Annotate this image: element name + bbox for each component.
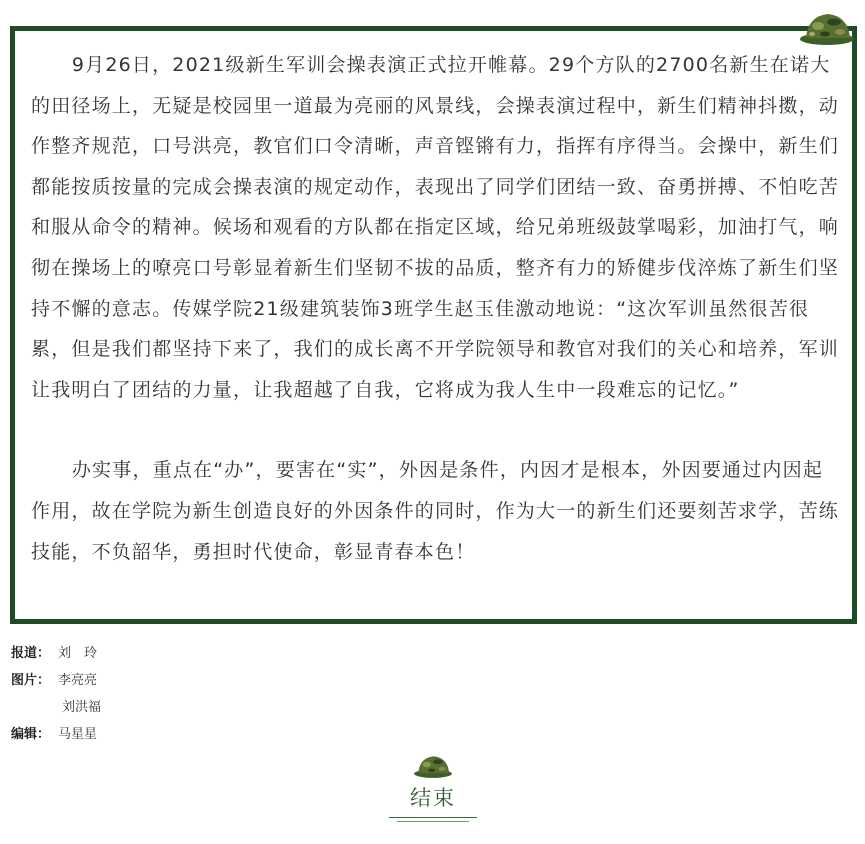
article-paragraph-1: 9月26日，2021级新生军训会操表演正式拉开帷幕。29个方队的2700名新生在诺大的田径场上，无疑是校园里一道最为亮丽的风景线，会操表演过程中，新生们精神抖擞，动作整齐规范，口号洪亮，教官们口令清晰，声音铿锵有力，指挥有序得当。会操中，新生们都能按质按量的完成会操表演的规定动作，表现出了同学们团结一致、奋勇拼搏、不怕吃苦和服从命令的精神。候场和观看的方队都在指定区域，给兄弟班级鼓掌喝彩，加油打气，响彻在操场上的嘹亮口号彰显着新生们坚韧不拔的品质，整齐有力的矫健步伐淬炼了新生们坚持不懈的意志。传媒学院21级建筑装饰3班学生赵玉佳激动地说：“这次军训虽然很苦很累，但是我们都坚持下来了，我们的成长离不开学院领导和教官对我们的关心和培养，军训让我明白了团结的力量，让我超越了自我，它将成为我人生中一段难忘的记忆。” <box>31 54 840 401</box>
camo-military-cap-icon <box>412 752 454 780</box>
article-frame <box>10 26 857 624</box>
article-paragraph-2: 办实事，重点在“办”，要害在“实”，外因是条件，内因才是根本，外因要通过内因起作用，故在学院为新生创造良好的外因条件的同时，作为大一的新生们还要刻苦求学，苦练技能，不负韶华，勇担时代使命，彰显青春本色！ <box>31 459 840 563</box>
credit-report <box>11 640 101 667</box>
photo-value-1: 李亮亮 <box>58 673 98 688</box>
end-label: 结束 <box>410 786 456 810</box>
editor-value: 马星星 <box>58 727 98 742</box>
camo-military-cap-icon <box>798 8 856 48</box>
end-block <box>383 752 483 822</box>
credits-block <box>11 640 101 748</box>
photo-label: 图片： <box>11 673 51 688</box>
article-body <box>31 45 839 572</box>
report-value: 刘 玲 <box>58 646 98 661</box>
credit-photo-2 <box>11 694 101 721</box>
editor-label: 编辑： <box>11 727 51 742</box>
photo-value-2: 刘洪福 <box>62 700 102 715</box>
report-label: 报道： <box>11 646 51 661</box>
credit-photo <box>11 667 101 694</box>
end-divider-thin <box>397 821 469 822</box>
end-divider <box>389 817 477 818</box>
credit-editor <box>11 721 101 748</box>
